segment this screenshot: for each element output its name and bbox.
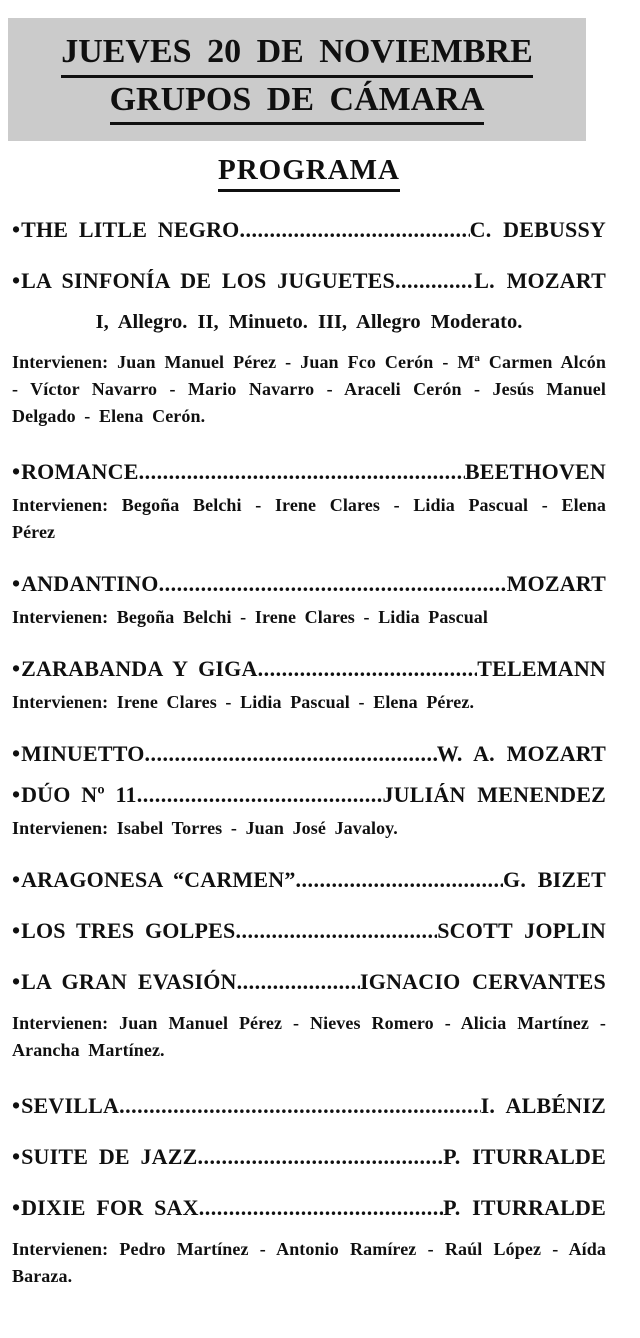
piece-title: DÚO Nº 11 xyxy=(21,782,137,808)
piece-composer: P. ITURRALDE xyxy=(443,1195,606,1221)
piece-title: ROMANCE xyxy=(21,459,139,485)
program-item xyxy=(12,458,606,485)
program-item xyxy=(12,570,606,597)
dot-leader xyxy=(139,459,465,485)
piece-title: SEVILLA xyxy=(21,1093,120,1119)
program-item xyxy=(12,968,606,995)
header-banner xyxy=(8,18,586,141)
piece-composer: IGNACIO CERVANTES xyxy=(360,969,606,995)
dot-leader xyxy=(258,656,478,682)
program-item xyxy=(12,781,606,808)
program-item xyxy=(12,216,606,243)
piece-title: LOS TRES GOLPES xyxy=(21,918,236,944)
dot-leader xyxy=(137,782,383,808)
bullet-icon xyxy=(12,1143,20,1170)
bullet-icon xyxy=(12,781,20,808)
dot-leader xyxy=(159,571,507,597)
piece-composer: G. BIZET xyxy=(503,867,606,893)
bullet-icon xyxy=(12,968,20,995)
dot-leader xyxy=(145,741,437,767)
event-group-line xyxy=(16,78,578,126)
piece-composer: P. ITURRALDE xyxy=(443,1144,606,1170)
bullet-icon xyxy=(12,740,20,767)
performers-line: Intervienen: Begoña Belchi - Irene Clares - Lidia Pascual xyxy=(12,607,489,628)
piece-composer: C. DEBUSSY xyxy=(469,217,606,243)
dot-leader xyxy=(198,1144,444,1170)
dot-leader xyxy=(235,918,437,944)
program-item xyxy=(12,267,606,294)
piece-title: DIXIE FOR SAX xyxy=(21,1195,199,1221)
piece-composer: MOZART xyxy=(506,571,606,597)
piece-title: THE LITLE NEGRO xyxy=(21,217,240,243)
program-item xyxy=(12,1092,606,1119)
dot-leader xyxy=(119,1093,481,1119)
bullet-icon xyxy=(12,570,20,597)
bullet-icon xyxy=(12,917,20,944)
bullet-icon xyxy=(12,866,20,893)
performers-line: Intervienen: Isabel Torres - Juan José Javaloy. xyxy=(12,818,398,839)
piece-composer: BEETHOVEN xyxy=(464,459,606,485)
dot-leader xyxy=(199,1195,443,1221)
bullet-icon xyxy=(12,655,20,682)
program-heading-wrap xyxy=(12,154,606,192)
bullet-icon xyxy=(12,1092,20,1119)
piece-title: SUITE DE JAZZ xyxy=(21,1144,198,1170)
piece-composer: W. A. MOZART xyxy=(436,741,606,767)
piece-title: LA SINFONÍA DE LOS JUGUETES xyxy=(21,268,395,294)
program-item xyxy=(12,1194,606,1221)
program-item xyxy=(12,740,606,767)
performers-line: Intervienen: Juan Manuel Pérez - Nieves Romero - Alicia Martínez - Arancha Martínez. xyxy=(12,1013,606,1061)
performers-line: Intervienen: Pedro Martínez - Antonio Ramírez - Raúl López - Aída Baraza. xyxy=(12,1239,606,1287)
program-item xyxy=(12,1143,606,1170)
performers-line: Intervienen: Juan Manuel Pérez - Juan Fco Cerón - Mª Carmen Alcón - Víctor Navarro - Mario Navarro - Araceli Cerón - Jesús Manuel Delgado - Elena Cerón. xyxy=(12,352,606,427)
program-item xyxy=(12,655,606,682)
program-item xyxy=(12,866,606,893)
event-date-line xyxy=(16,30,578,78)
program-heading: PROGRAMA xyxy=(218,154,400,192)
piece-title: MINUETTO xyxy=(21,741,145,767)
dot-leader xyxy=(296,867,503,893)
piece-title: ARAGONESA “CARMEN” xyxy=(21,867,296,893)
piece-title: ZARABANDA Y GIGA xyxy=(21,656,258,682)
dot-leader xyxy=(239,217,469,243)
bullet-icon xyxy=(12,458,20,485)
piece-composer: TELEMANN xyxy=(477,656,606,682)
bullet-icon xyxy=(12,267,20,294)
piece-composer: SCOTT JOPLIN xyxy=(437,918,606,944)
bullet-icon xyxy=(12,1194,20,1221)
bullet-icon xyxy=(12,216,20,243)
program-item xyxy=(12,917,606,944)
piece-composer: L. MOZART xyxy=(474,268,606,294)
performers-line: Intervienen: Begoña Belchi - Irene Clares - Lidia Pascual - Elena Pérez xyxy=(12,495,606,543)
dot-leader xyxy=(395,268,474,294)
piece-title: LA GRAN EVASIÓN xyxy=(21,969,237,995)
piece-composer: I. ALBÉNIZ xyxy=(480,1093,606,1119)
piece-composer: JULIÁN MENENDEZ xyxy=(382,782,606,808)
program-page xyxy=(0,18,640,1290)
event-date-title: JUEVES 20 DE NOVIEMBRE xyxy=(61,30,533,78)
dot-leader xyxy=(237,969,360,995)
movements-line: I, Allegro. II, Minueto. III, Allegro Moderato. xyxy=(95,311,523,334)
event-group-title: GRUPOS DE CÁMARA xyxy=(110,78,485,126)
performers-line: Intervienen: Irene Clares - Lidia Pascual - Elena Pérez. xyxy=(12,692,475,713)
piece-title: ANDANTINO xyxy=(21,571,159,597)
